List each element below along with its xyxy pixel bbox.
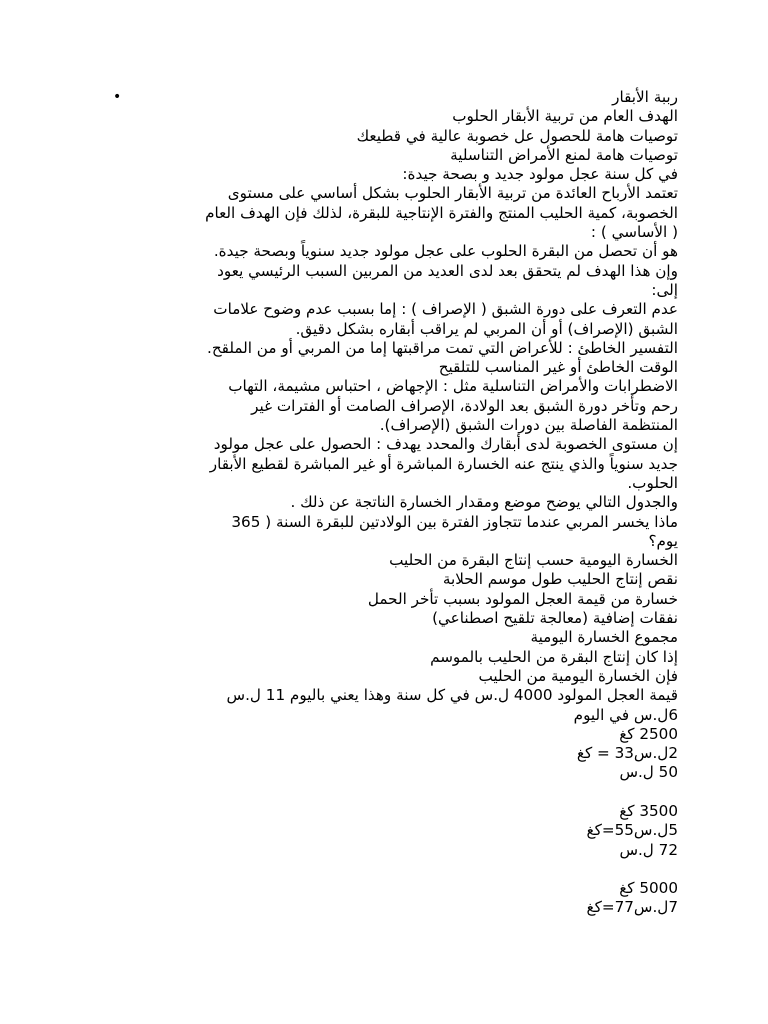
text-line: 2ل.س33 = كغ bbox=[576, 744, 678, 763]
text-line: توصيات هامة لمنع الأمراض التناسلية bbox=[450, 145, 678, 164]
text-line: والجدول التالي يوضح موضع ومقدار الخسارة الناتجة عن ذلك . bbox=[290, 493, 678, 512]
text-line: المنتظمة الفاصلة بين دورات الشبق (الإصراف). bbox=[379, 416, 678, 435]
text-line: فإن الخسارة اليومية من الحليب bbox=[478, 666, 678, 685]
text-line: إلى: bbox=[651, 280, 678, 299]
text-line: 72 ل.س bbox=[619, 840, 678, 859]
document-body bbox=[138, 88, 678, 918]
text-line: الخصوبة، كمية الحليب المنتج والفترة الإنتاجية للبقرة، لذلك فإن الهدف العام bbox=[205, 203, 678, 222]
text-line: الشبق (الإصراف) أو أن المربي لم يراقب أبقاره بشكل دقيق. bbox=[295, 319, 678, 338]
text-line: نفقات إضافية (معالجة تلقيح اصطناعي) bbox=[432, 609, 678, 628]
text-line: رحم وتأخر دورة الشبق بعد الولادة، الإصراف الصامت أو الفترات غير bbox=[251, 396, 678, 415]
text-line: 6ل.س في اليوم bbox=[573, 705, 678, 724]
text-line: ( الأساسي ) : bbox=[590, 223, 678, 242]
blank-line bbox=[138, 783, 678, 802]
text-line: رببة الأبقار bbox=[612, 88, 678, 106]
bullet-marker: • bbox=[113, 89, 122, 105]
text-line: 5ل.س55=كغ bbox=[586, 821, 678, 840]
text-line: 3500 كغ bbox=[619, 801, 678, 820]
text-line: يوم؟ bbox=[648, 531, 678, 550]
blank-line bbox=[138, 860, 678, 879]
text-line: 7ل.س77=كغ bbox=[586, 898, 678, 917]
text-line: التفسير الخاطئ : للأعراض التي تمت مراقبتها إما من المربي أو من الملقح. bbox=[207, 338, 678, 357]
text-line: إن مستوى الخصوبة لدى أبقارك والمحدد يهدف : الحصول على عجل مولود bbox=[213, 435, 678, 454]
text-line: مجموع الخسارة اليومية bbox=[530, 628, 678, 647]
text-line: في كل سنة عجل مولود جديد و بصحة جيدة: bbox=[402, 165, 678, 184]
text-line: هو أن تحصل من البقرة الحلوب على عجل مولود جديد سنوياً وبصحة جيدة. bbox=[213, 242, 678, 261]
text-line: تعتمد الأرباح العائدة من تربية الأبقار الحلوب بشكل أساسي على مستوى bbox=[227, 184, 678, 203]
text-line: عدم التعرف على دورة الشبق ( الإصراف ) : إما بسبب عدم وضوح علامات bbox=[213, 300, 678, 319]
text-line: الحلوب. bbox=[627, 473, 678, 492]
text-line: الخسارة اليومية حسب إنتاج البقرة من الحليب bbox=[389, 551, 678, 570]
text-line: خسارة من قيمة العجل المولود بسبب تأخر الحمل bbox=[367, 589, 678, 608]
text-line: إذا كان إنتاج البقرة من الحليب بالموسم bbox=[430, 647, 678, 666]
text-line: ماذا يخسر المربي عندما تتجاوز الفترة بين الولادتين للبقرة السنة ( 365 bbox=[231, 512, 678, 531]
text-line: الوقت الخاطئ أو غير المناسب للتلقيح bbox=[438, 358, 678, 377]
text-line: 2500 كغ bbox=[619, 724, 678, 743]
text-line: وإن هذا الهدف لم يتحقق بعد لدى العديد من المربين السبب الرئيسي يعود bbox=[217, 261, 678, 280]
text-line: نقص إنتاج الحليب طول موسم الحلابة bbox=[442, 570, 678, 589]
text-line: 50 ل.س bbox=[619, 763, 678, 782]
text-line: الاضطرابات والأمراض التناسلية مثل : الإجهاض ، احتباس مشيمة، التهاب bbox=[228, 377, 678, 396]
text-line: جديد سنوياً والذي ينتج عنه الخسارة المباشرة أو غير المباشرة لقطيع الأبقار bbox=[209, 454, 678, 473]
text-line: 5000 كغ bbox=[619, 879, 678, 898]
text-line: الهدف العام من تربية الأبقار الحلوب bbox=[452, 107, 678, 126]
text-line: توصيات هامة للحصول عل خصوبة عالية في قطيعك bbox=[356, 126, 678, 145]
text-line: قيمة العجل المولود 4000 ل.س في كل سنة وهذا يعني باليوم 11 ل.س bbox=[226, 686, 678, 705]
